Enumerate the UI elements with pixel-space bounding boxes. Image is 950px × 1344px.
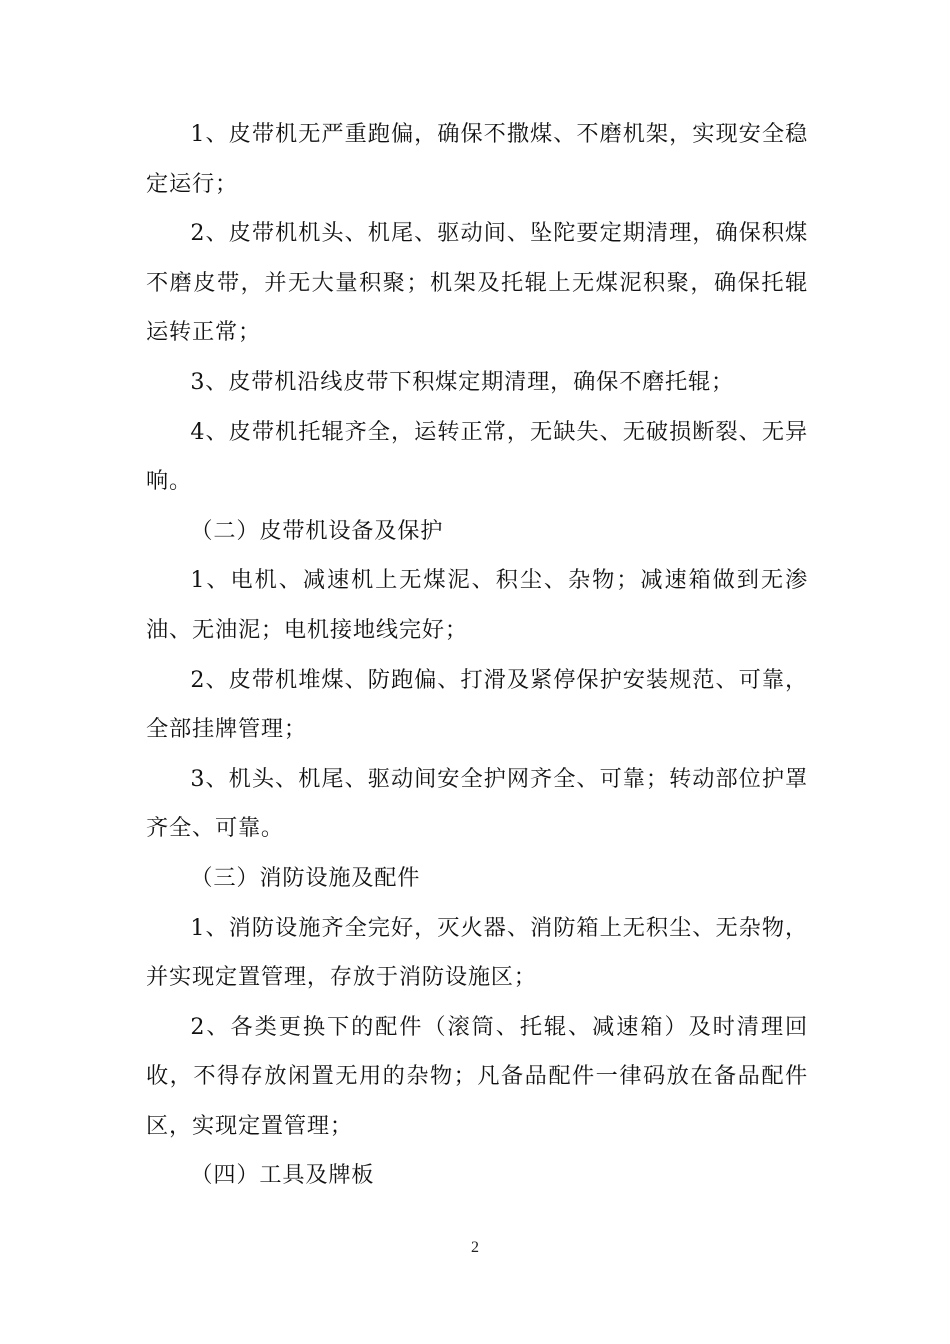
paragraph-item: 3、机头、机尾、驱动间安全护网齐全、可靠；转动部位护罩齐全、可靠。 [146, 765, 808, 842]
paragraph-item: 1、消防设施齐全完好，灭火器、消防箱上无积尘、无杂物，并实现定置管理，存放于消防设施区； [146, 914, 808, 991]
page-number: 2 [471, 1239, 479, 1256]
paragraph-item: 1、皮带机无严重跑偏，确保不撒煤、不磨机架，实现安全稳定运行； [146, 121, 808, 197]
section-heading: （二）皮带机设备及保护 [190, 517, 444, 544]
paragraph-item: 2、皮带机机头、机尾、驱动间、坠陀要定期清理，确保积煤不磨皮带，并无大量积聚；机架及托辊上无煤泥积聚，确保托辊运转正常； [146, 220, 808, 346]
document-body [146, 110, 808, 1201]
paragraph-item: 2、皮带机堆煤、防跑偏、打滑及紧停保护安装规范、可靠，全部挂牌管理； [146, 666, 808, 743]
paragraph-item: 1、电机、减速机上无煤泥、积尘、杂物；减速箱做到无渗油、无油泥；电机接地线完好； [146, 567, 808, 643]
section-heading: （三）消防设施及配件 [190, 864, 421, 891]
paragraph-item: 2、各类更换下的配件（滚筒、托辊、减速箱）及时清理回收，不得存放闲置无用的杂物；凡备品配件一律码放在备品配件区，实现定置管理； [146, 1013, 808, 1139]
paragraph-item: 3、皮带机沿线皮带下积煤定期清理，确保不磨托辊； [190, 368, 735, 395]
section-heading: （四）工具及牌板 [190, 1162, 375, 1189]
paragraph-item: 4、皮带机托辊齐全，运转正常，无缺失、无破损断裂、无异响。 [146, 418, 808, 495]
